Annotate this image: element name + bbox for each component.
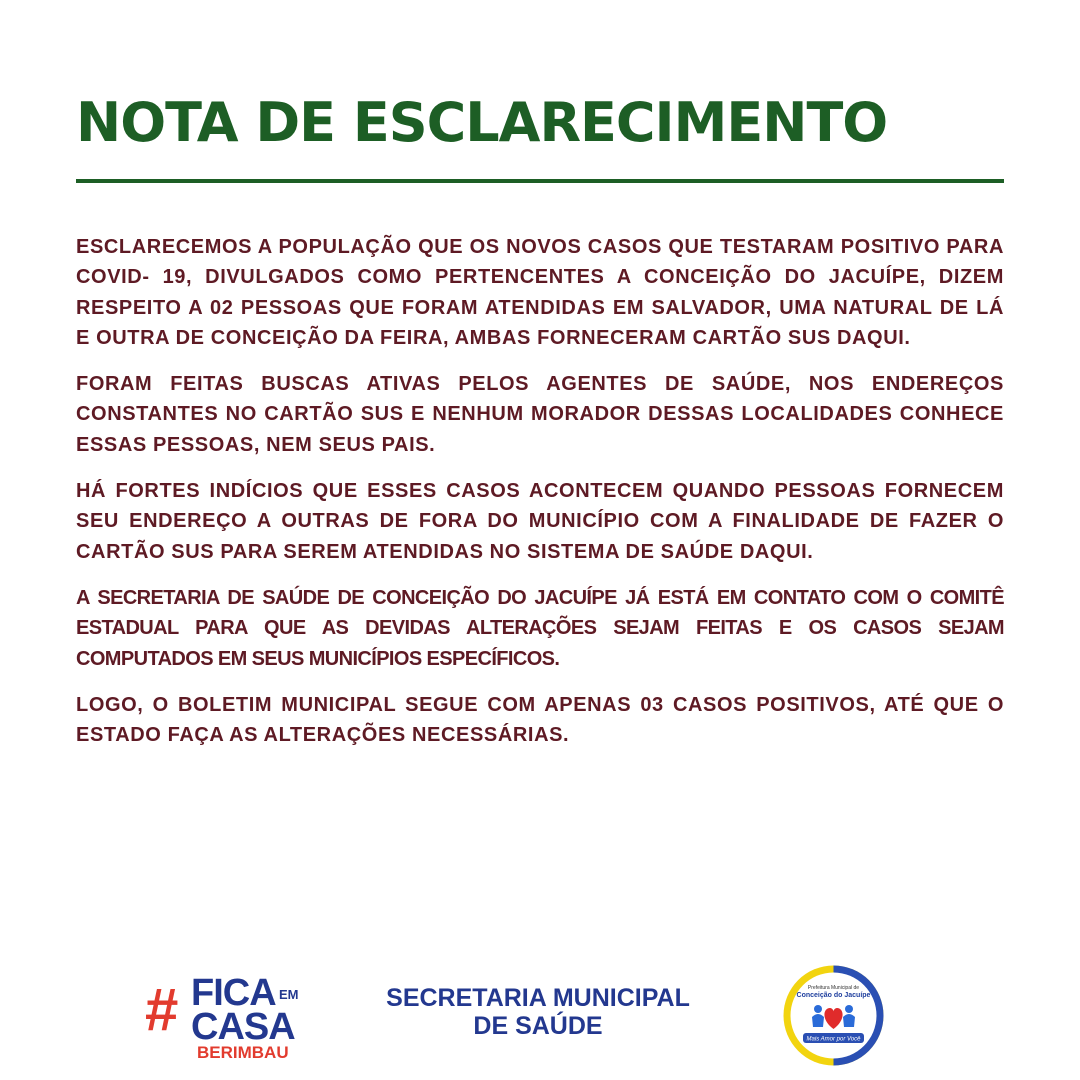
hashtag-symbol: # [145, 976, 179, 1043]
paragraph-1: ESCLARECEMOS A POPULAÇÃO QUE OS NOVOS CASOS QUE TESTARAM POSITIVO PARA COVID- 19, DIVULGADOS COMO PERTENCENTES A CONCEIÇÃO DO JACUÍPE, DIZEM RESPEITO A 02 PESSOAS QUE FORAM ATENDIDAS EM SALVADOR, UMA NATURAL DE LÁ E OUTRA DE CONCEIÇÃO DA FEIRA, AMBAS FORNECERAM CARTÃO SUS DAQUI. [76, 236, 1004, 349]
paragraph-2: FORAM FEITAS BUSCAS ATIVAS PELOS AGENTES DE SAÚDE, NOS ENDEREÇOS CONSTANTES NO CARTÃO SUS E NENHUM MORADOR DESSAS LOCALIDADES CONHECE ESSAS PESSOAS, NEM SEUS PAIS. [76, 373, 1004, 456]
title-divider [76, 179, 1004, 183]
seal-motto-text: Mais Amor por Você [806, 1036, 861, 1043]
department-name [330, 984, 746, 1040]
paragraph-5: LOGO, O BOLETIM MUNICIPAL SEGUE COM APENAS 03 CASOS POSITIVOS, ATÉ QUE O ESTADO FAÇA AS ALTERAÇÕES NECESSÁRIAS. [76, 693, 1004, 747]
casa-text: CASA [191, 1006, 295, 1048]
fica-text: FICA [191, 972, 276, 1014]
seal-top-text: Prefeitura Municipal de [807, 985, 860, 991]
paragraph-3: HÁ FORTES INDÍCIOS QUE ESSES CASOS ACONTECEM QUANDO PESSOAS FORNECEM SEU ENDEREÇO A OUTRAS DE FORA DO MUNICÍPIO COM A FINALIDADE DE FAZER O CARTÃO SUS PARA SEREM ATENDIDAS NO SISTEMA DE SAÚDE DAQUI. [76, 480, 1004, 563]
page-title: NOTA DE ESCLARECIMENTO [76, 91, 888, 154]
municipal-seal-logo [781, 963, 886, 1068]
department-line-2: DE SAÚDE [473, 1012, 603, 1040]
department-line-1: SECRETARIA MUNICIPAL [386, 984, 690, 1012]
seal-name-text: Conceição do Jacuípe [796, 992, 871, 999]
fica-em-casa-logo [145, 974, 345, 1064]
notice-body [76, 232, 1004, 766]
city-text: BERIMBAU [197, 1043, 289, 1062]
em-text: EM [279, 987, 299, 1002]
paragraph-4: A SECRETARIA DE SAÚDE DE CONCEIÇÃO DO JACUÍPE JÁ ESTÁ EM CONTATO COM O COMITÊ ESTADUAL PARA QUE AS DEVIDAS ALTERAÇÕES SEJAM FEITAS E OS CASOS SEJAM COMPUTADOS EM SEUS MUNICÍPIOS ESPECÍFICOS. [76, 586, 1004, 670]
